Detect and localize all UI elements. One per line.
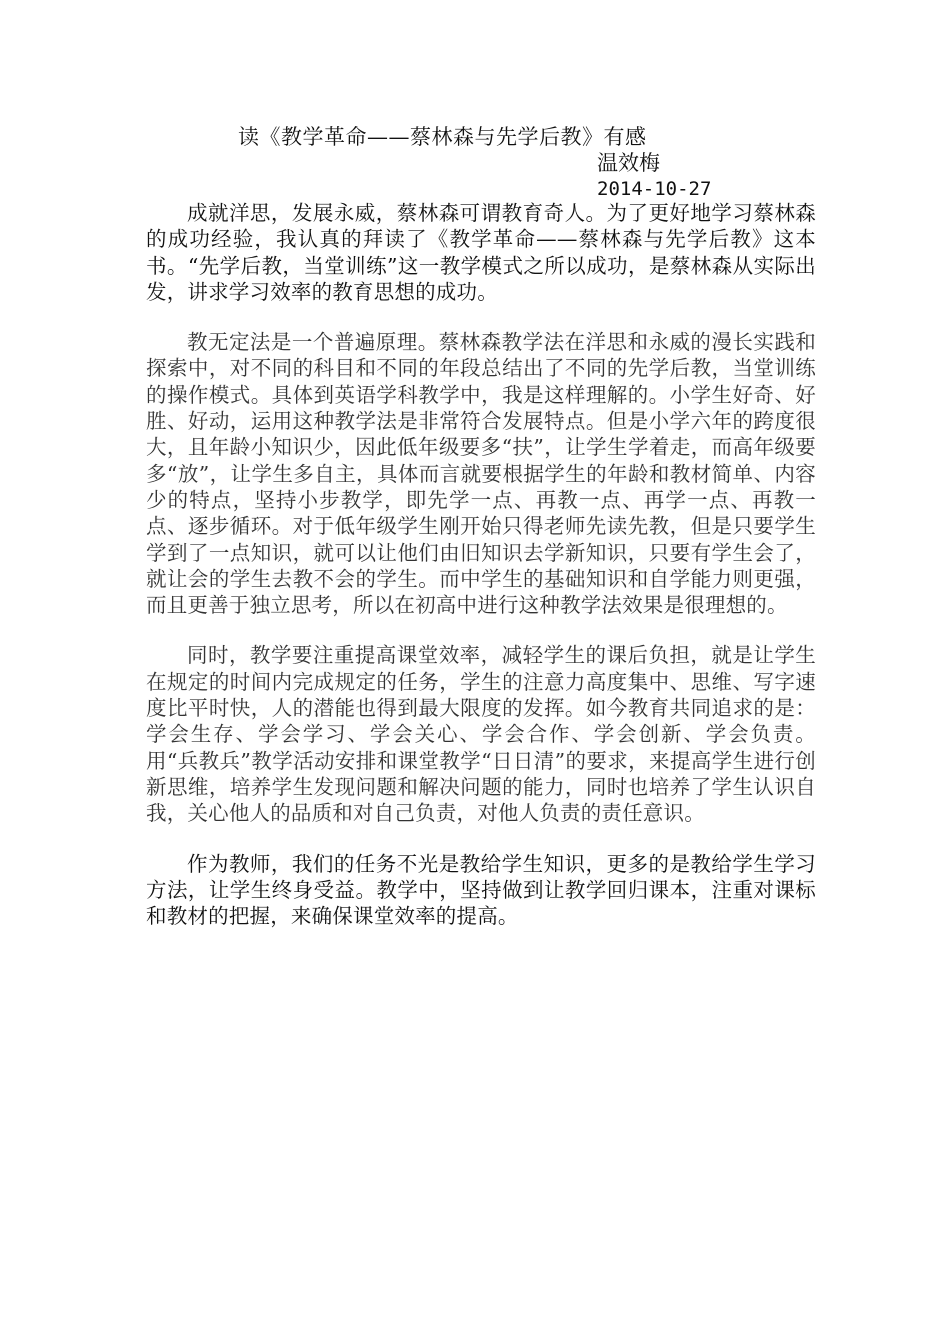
author-name: 温效梅 bbox=[597, 151, 660, 175]
paragraph-1: 成就洋思，发展永威，蔡林森可谓教育奇人。为了更好地学习蔡林森的成功经验，我认真的拜读了《教学革命——蔡林森与先学后教》这本书。“先学后教，当堂训练”这一教学模式之所以成功，是蔡林森从实际出发，讲求学习效率的教育思想的成功。 bbox=[146, 201, 816, 304]
document-date: 2014-10-27 bbox=[597, 178, 712, 200]
paragraph-2: 教无定法是一个普遍原理。蔡林森教学法在洋思和永威的漫长实践和探索中，对不同的科目和不同的年段总结出了不同的先学后教，当堂训练的操作模式。具体到英语学科教学中，我是这样理解的。小学生好奇、好胜、好动，运用这种教学法是非常符合发展特点。但是小学六年的跨度很大，且年龄小知识少，因此低年级要多“扶”，让学生学着走，而高年级要多“放”，让学生多自主，具体而言就要根据学生的年龄和教材简单、内容少的特点，坚持小步教学，即先学一点、再教一点、再学一点、再教一点、逐步循环。对于低年级学生刚开始只得老师先读先教，但是只要学生学到了一点知识，就可以让他们由旧知识去学新知识，只要有学生会了， 就让会的学生去教不会的学生。而中学生的基础知识和自学能力则更强，而且更善于独立思考，所以在初高中进行这种教学法效果是很理想的。 bbox=[146, 330, 816, 618]
paragraph-3: 同时，教学要注重提高课堂效率，减轻学生的课后负担，就是让学生在规定的时间内完成规定的任务，学生的注意力高度集中、思维、写字速度比平时快，人的潜能也得到最大限度的发挥。如今教育共同追求的是：学会生存、学会学习、学会关心、学会合作、学会创新、学会负责。用“兵教兵”教学活动安排和课堂教学“日日清”的要求，来提高学生进行创新思维，培养学生发现问题和解决问题的能力，同时也培养了学生认识自我，关心他人的品质和对自己负责，对他人负责的责任意识。 bbox=[146, 643, 816, 826]
document-title: 读《教学革命——蔡林森与先学后教》有感 bbox=[238, 125, 647, 149]
document-body bbox=[146, 200, 816, 953]
paragraph-4: 作为教师，我们的任务不光是教给学生知识，更多的是教给学生学习方法，让学生终身受益。教学中，坚持做到让教学回归课本，注重对课标和教材的把握，来确保课堂效率的提高。 bbox=[146, 851, 816, 929]
